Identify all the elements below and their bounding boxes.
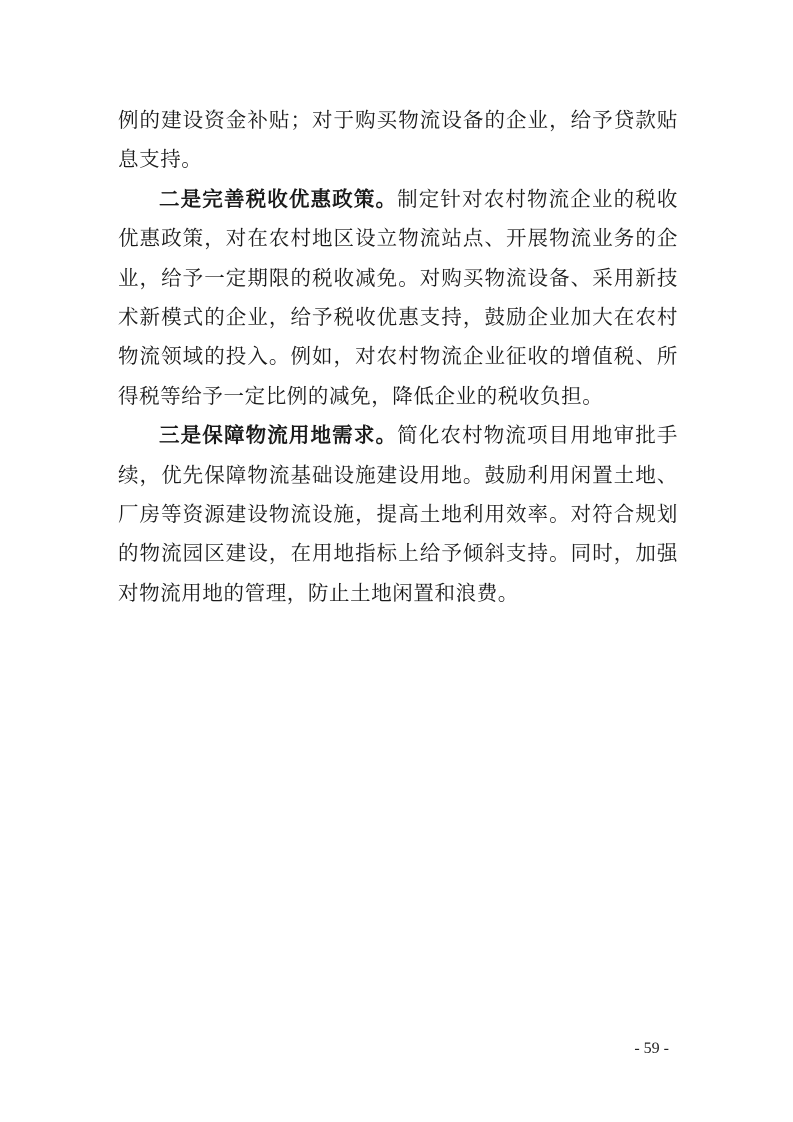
paragraph-1-line-1: 例的建设资金补贴；对于购买物流设备的企业，给予贷款贴 xyxy=(118,108,678,132)
paragraph-3-heading: 三是保障物流用地需求。 xyxy=(159,423,398,448)
paragraph-3-line-4: 的物流园区建设，在用地指标上给予倾斜支持。同时，加强 xyxy=(118,541,678,566)
body-text xyxy=(118,101,678,613)
page-number: - 59 - xyxy=(634,1040,669,1057)
paragraph-2-line-5: 物流领域的投入。例如，对农村物流企业征收的增值税、所 xyxy=(118,344,678,369)
paragraph-3-line-1 xyxy=(118,416,678,455)
paragraph-2-line-2: 优惠政策，对在农村地区设立物流站点、开展物流业务的企 xyxy=(118,226,678,251)
paragraph-2-line-1 xyxy=(118,180,678,219)
paragraph-2-line-4: 术新模式的企业，给予税收优惠支持，鼓励企业加大在农村 xyxy=(118,304,678,329)
paragraph-2-heading: 二是完善税收优惠政策。 xyxy=(159,186,398,211)
paragraph-3-line-2: 续，优先保障物流基础设施建设用地。鼓励利用闲置土地、 xyxy=(118,462,678,487)
paragraph-2-line-6: 得税等给予一定比例的减免，降低企业的税收负担。 xyxy=(118,383,604,408)
paragraph-3-line-1-text: 简化农村物流项目用地审批手 xyxy=(397,423,678,448)
paragraph-3-line-3: 厂房等资源建设物流设施，提高土地利用效率。对符合规划 xyxy=(118,501,678,526)
paragraph-1-line-2: 息支持。 xyxy=(118,147,203,172)
paragraph-2-line-1-text: 制定针对农村物流企业的税收 xyxy=(397,186,678,211)
paragraph-3-line-5: 对物流用地的管理，防止土地闲置和浪费。 xyxy=(118,580,519,605)
paragraph-2-line-3: 业，给予一定期限的税收减免。对购买物流设备、采用新技 xyxy=(118,265,678,290)
